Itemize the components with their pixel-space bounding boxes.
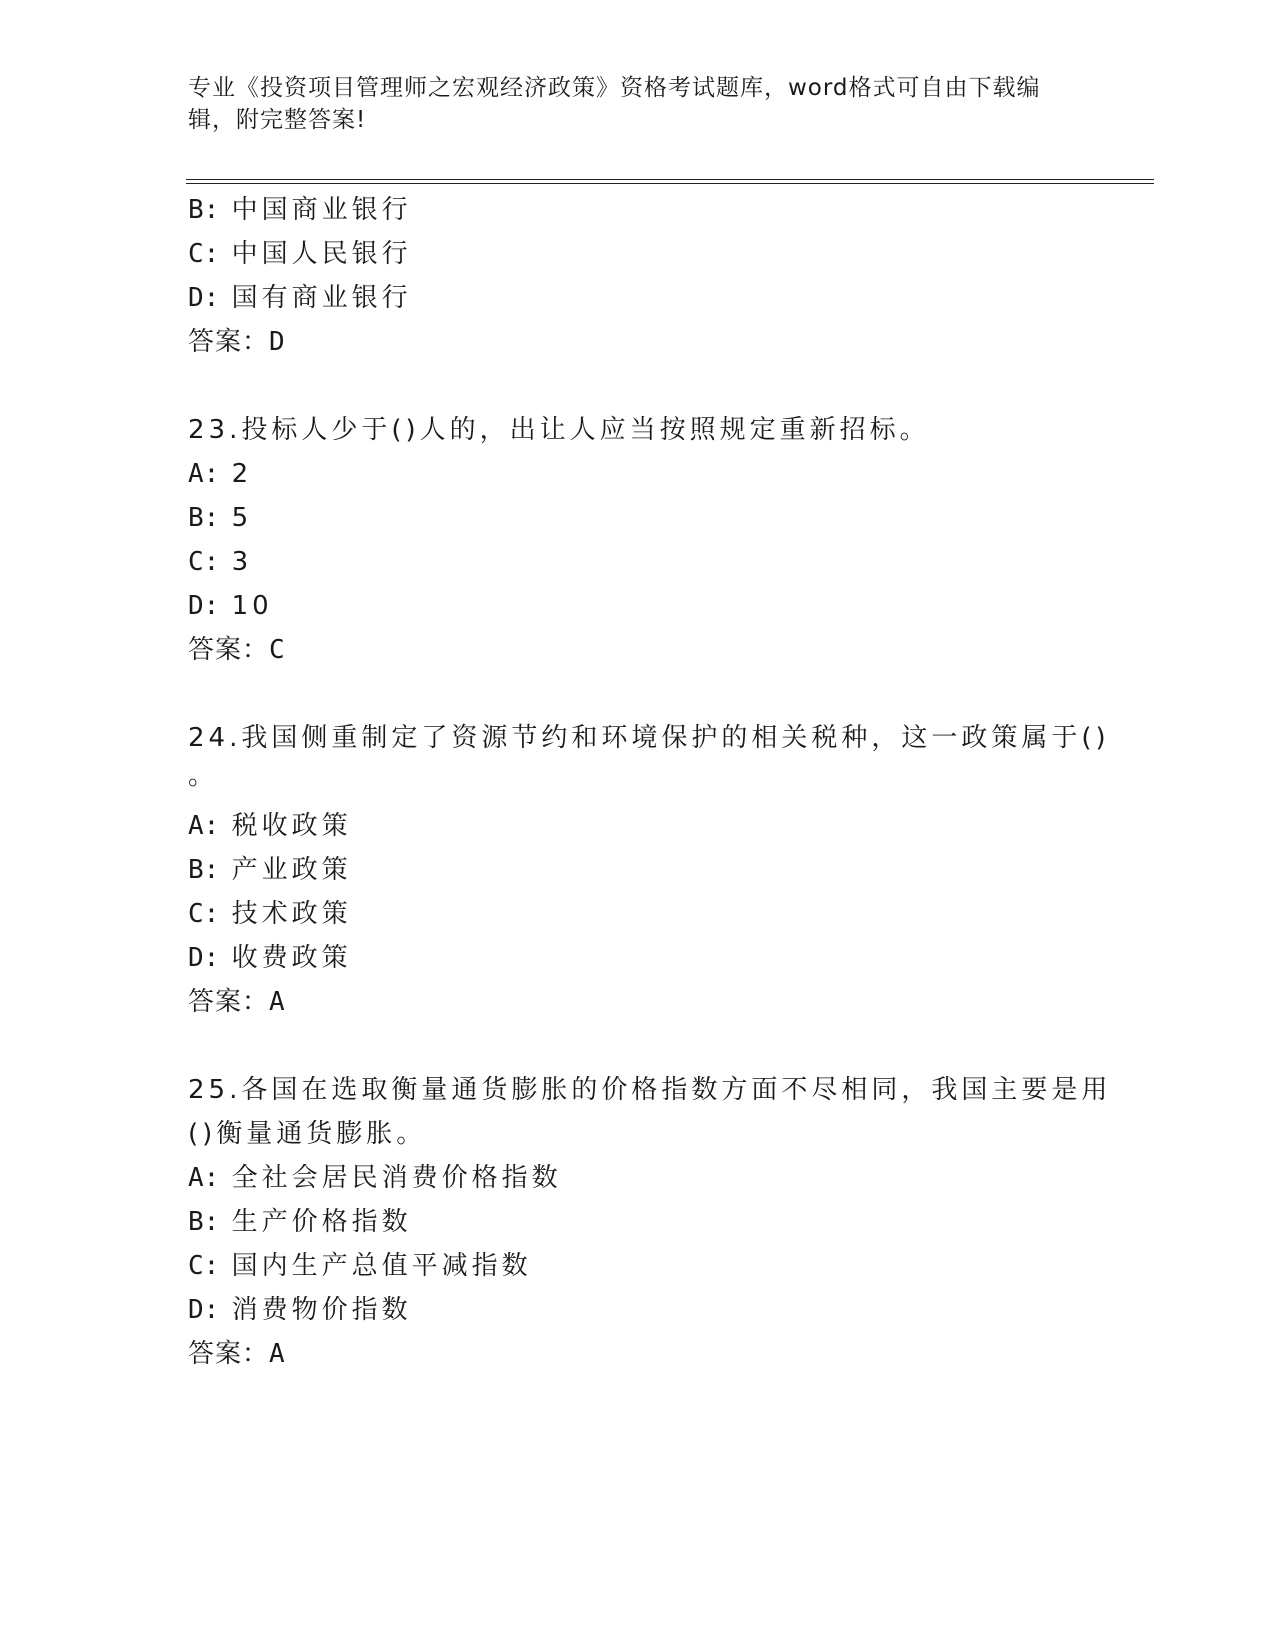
option-text: 税收政策 <box>231 811 352 841</box>
option-letter: D: <box>188 943 220 973</box>
header-divider-top <box>186 179 1154 180</box>
answer-value: A <box>269 1339 286 1369</box>
option-letter: B: <box>188 503 220 533</box>
option-text: 国内生产总值平减指数 <box>231 1251 532 1281</box>
option-letter: C: <box>188 547 220 577</box>
option-text: 2 <box>231 459 253 489</box>
option-c <box>188 238 412 270</box>
question-stem: 24.我国侧重制定了资源节约和环境保护的相关税种，这一政策属于() <box>188 723 1110 753</box>
option-letter: A: <box>188 811 220 841</box>
option-c <box>188 898 352 930</box>
answer-value: D <box>269 327 286 357</box>
option-b <box>188 1206 412 1238</box>
answer-line <box>188 986 286 1018</box>
document-header <box>188 72 1088 136</box>
option-a <box>188 810 352 842</box>
option-b <box>188 854 352 886</box>
answer-line <box>188 326 286 358</box>
option-letter: C: <box>188 239 220 269</box>
option-b <box>188 194 412 226</box>
option-c <box>188 1250 532 1282</box>
option-letter: A: <box>188 459 220 489</box>
question-stem-continued: ()衡量通货膨胀。 <box>188 1119 427 1149</box>
option-letter: B: <box>188 855 220 885</box>
option-text: 中国人民银行 <box>231 239 412 269</box>
option-d <box>188 590 273 622</box>
answer-value: A <box>269 987 286 1017</box>
answer-value: C <box>269 635 286 665</box>
option-letter: A: <box>188 1163 220 1193</box>
option-letter: D: <box>188 591 220 621</box>
header-divider-bottom <box>186 183 1154 184</box>
option-text: 消费物价指数 <box>231 1295 412 1325</box>
answer-label: 答案： <box>188 1339 270 1369</box>
option-a <box>188 1162 562 1194</box>
header-line-1: 专业《投资项目管理师之宏观经济政策》资格考试题库，word格式可自由下载编 <box>188 75 1041 101</box>
answer-line <box>188 634 286 666</box>
answer-label: 答案： <box>188 327 270 357</box>
option-c <box>188 546 252 578</box>
option-text: 中国商业银行 <box>231 195 412 225</box>
option-text: 国有商业银行 <box>231 283 412 313</box>
question-stem: 23.投标人少于()人的，出让人应当按照规定重新招标。 <box>188 415 930 445</box>
option-letter: D: <box>188 283 220 313</box>
option-letter: B: <box>188 195 220 225</box>
option-text: 技术政策 <box>231 899 352 929</box>
header-line-2: 辑，附完整答案! <box>188 107 367 133</box>
option-a <box>188 458 252 490</box>
option-text: 产业政策 <box>231 855 352 885</box>
option-d <box>188 282 412 314</box>
option-letter: C: <box>188 1251 220 1281</box>
option-text: 全社会居民消费价格指数 <box>231 1163 562 1193</box>
option-letter: D: <box>188 1295 220 1325</box>
option-text: 生产价格指数 <box>231 1207 412 1237</box>
option-letter: B: <box>188 1207 220 1237</box>
option-text: 3 <box>231 547 253 577</box>
option-text: 收费政策 <box>231 943 352 973</box>
answer-line <box>188 1338 286 1370</box>
option-d <box>188 942 352 974</box>
question-stem: 25.各国在选取衡量通货膨胀的价格指数方面不尽相同，我国主要是用 <box>188 1075 1112 1105</box>
option-d <box>188 1294 412 1326</box>
answer-label: 答案： <box>188 987 270 1017</box>
question-stem-continued: 。 <box>188 761 219 791</box>
answer-label: 答案： <box>188 635 270 665</box>
option-text: 10 <box>231 591 273 621</box>
option-b <box>188 502 252 534</box>
option-letter: C: <box>188 899 220 929</box>
option-text: 5 <box>231 503 253 533</box>
